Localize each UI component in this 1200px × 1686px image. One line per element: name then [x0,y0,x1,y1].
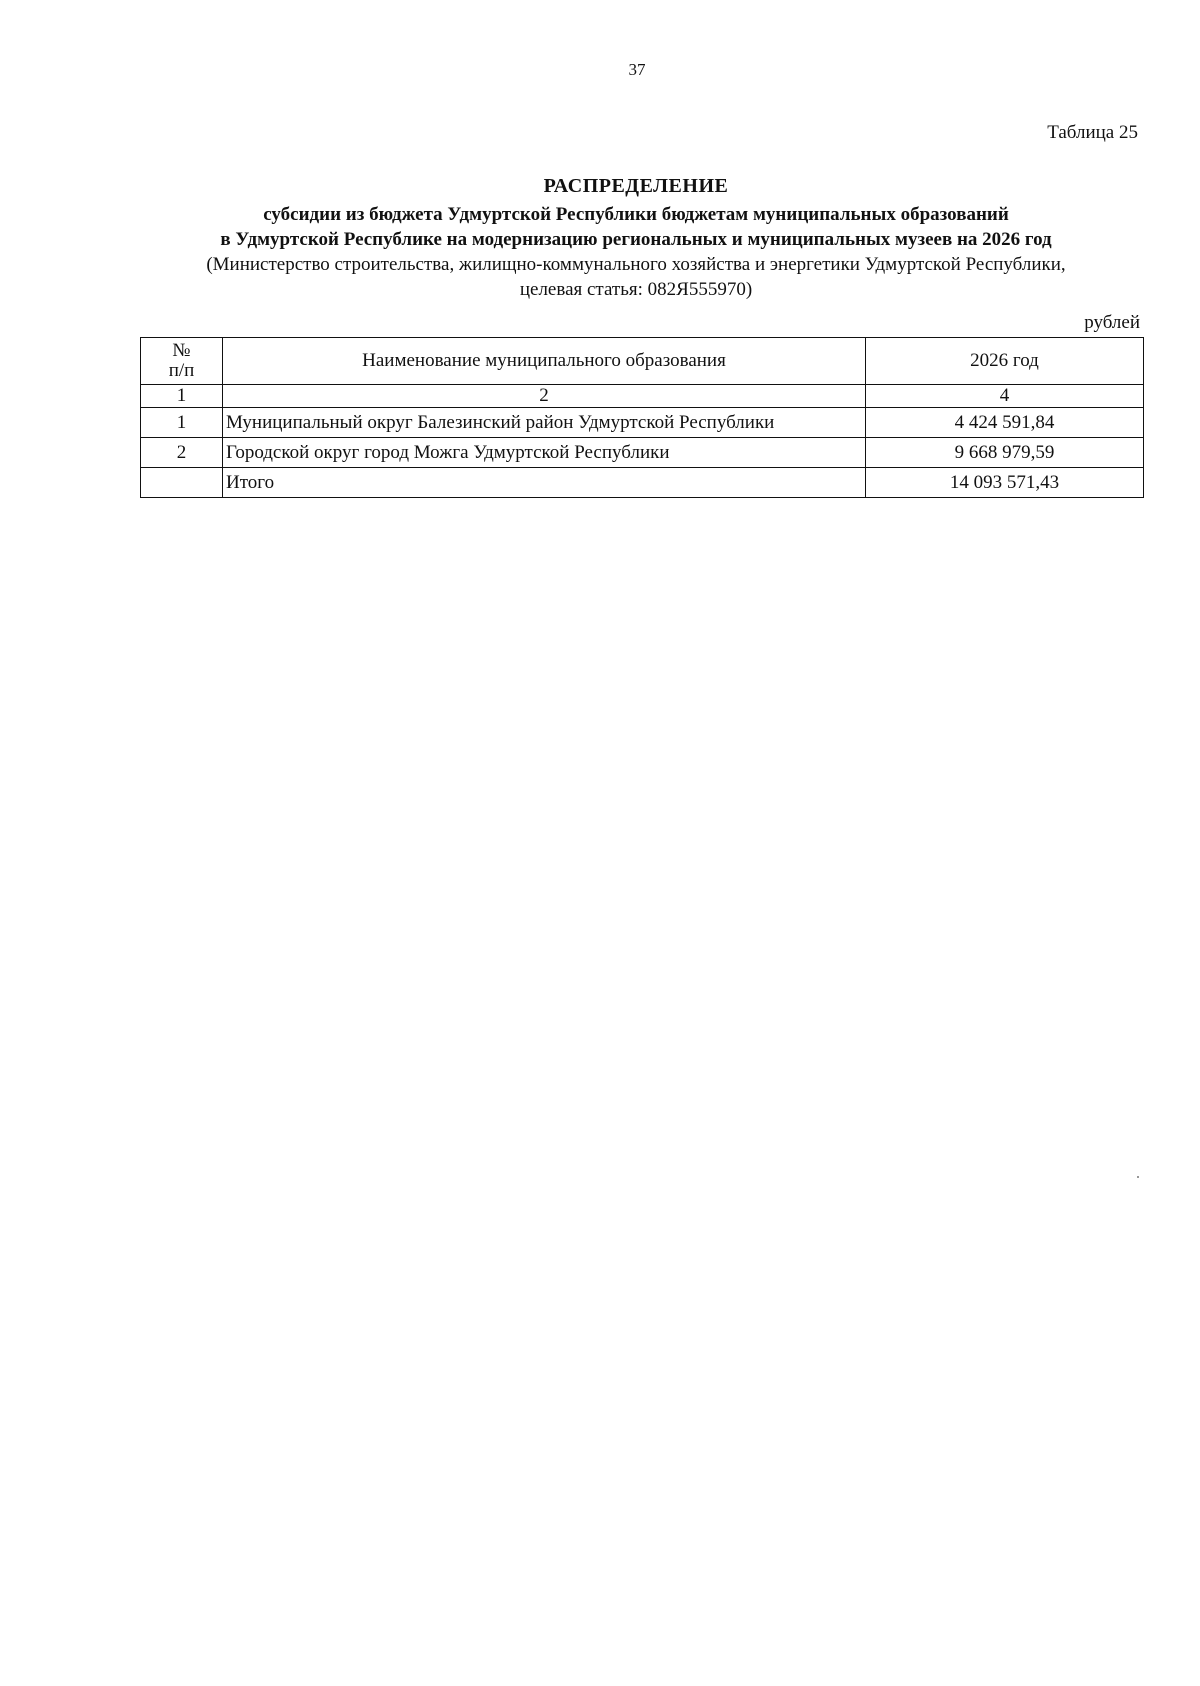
row-sum: 9 668 979,59 [866,438,1144,468]
total-label: Итого [223,468,866,498]
header-num [141,338,223,385]
heading-subtitle-line-2: в Удмуртской Республике на модернизацию региональных и муниципальных музеев на 2026 год [220,229,1052,250]
column-index-cell: 2 [223,385,866,408]
total-num [141,468,223,498]
row-name: Муниципальный округ Балезинский район Удмуртской Республики [223,408,866,438]
row-num: 1 [141,408,223,438]
column-index-cell: 1 [141,385,223,408]
row-name: Городской округ город Можга Удмуртской Республики [223,438,866,468]
header-num-line-2: п/п [168,360,195,381]
heading-note-line-1: (Министерство строительства, жилищно-коммунального хозяйства и энергетики Удмуртской Республики, [206,254,1066,275]
table-header-row [141,338,1144,385]
unit-label: рублей [1084,312,1140,333]
table-number: Таблица 25 [1047,122,1138,143]
header-sum: 2026 год [866,338,1144,385]
table-row [141,408,1144,438]
header-name: Наименование муниципального образования [223,338,866,385]
scan-speck [1137,1176,1139,1178]
table-row [141,438,1144,468]
heading-subtitle-line-1: субсидии из бюджета Удмуртской Республики бюджетам муниципальных образований [263,204,1009,225]
page-number: 37 [628,60,646,79]
total-row [141,468,1144,498]
document-heading [130,174,1142,302]
total-sum: 14 093 571,43 [866,468,1144,498]
row-num: 2 [141,438,223,468]
column-index-row [141,385,1144,408]
row-sum: 4 424 591,84 [866,408,1144,438]
heading-title: РАСПРЕДЕЛЕНИЕ [543,175,729,197]
heading-note-line-2: целевая статья: 082Я555970) [519,279,753,300]
column-index-cell: 4 [866,385,1144,408]
header-num-line-1: № [172,340,191,361]
distribution-table [140,337,1144,498]
